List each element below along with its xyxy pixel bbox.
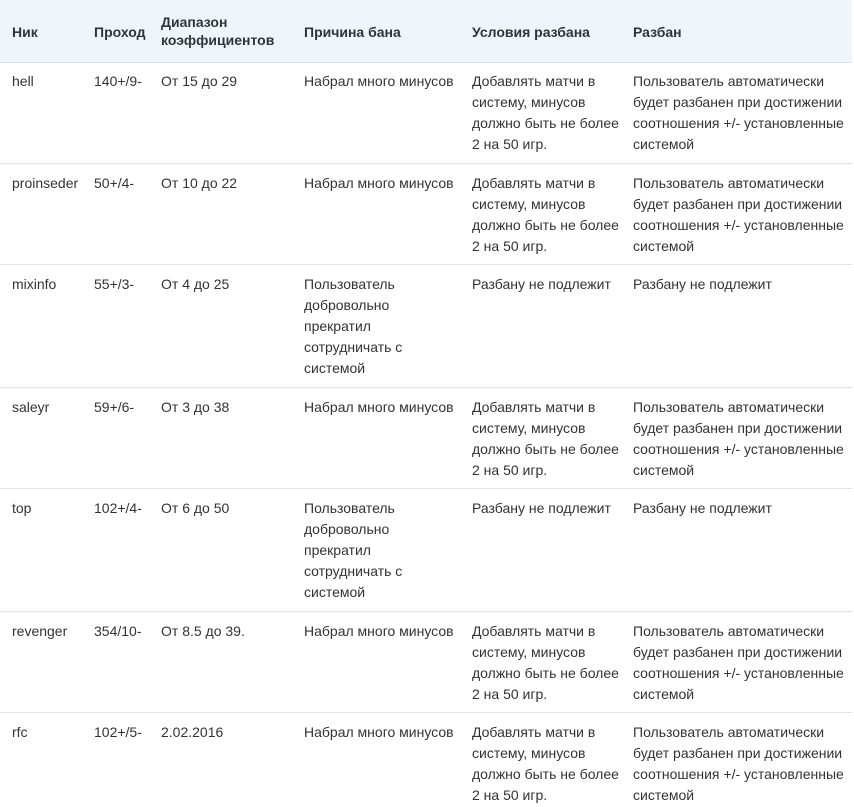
cell-unban: Пользователь автоматически будет разбанен при достижении соотношения +/- установленные системой	[633, 175, 844, 254]
cell-unban: Пользователь автоматически будет разбанен при достижении соотношения +/- установленные системой	[633, 73, 844, 152]
cell-pass: 55+/3-	[94, 276, 135, 292]
table-row	[0, 612, 852, 713]
header-unban: Разбан	[633, 24, 682, 40]
cell-conditions: Добавлять матчи в систему, минусов должно быть не более 2 на 50 игр.	[472, 175, 619, 254]
cell-pass: 59+/6-	[94, 399, 135, 415]
cell-nick: mixinfo	[12, 276, 57, 292]
cell-pass: 102+/5-	[94, 724, 142, 740]
cell-nick: top	[12, 500, 32, 516]
cell-unban: Пользователь автоматически будет разбанен при достижении соотношения +/- установленные системой	[633, 399, 844, 478]
cell-pass: 102+/4-	[94, 500, 142, 516]
cell-unban: Пользователь автоматически будет разбанен при достижении соотношения +/- установленные системой	[633, 724, 844, 803]
cell-pass: 354/10-	[94, 623, 142, 639]
cell-pass: 140+/9-	[94, 73, 142, 89]
cell-range: От 4 до 25	[161, 276, 230, 292]
cell-conditions: Добавлять матчи в систему, минусов должно быть не более 2 на 50 игр.	[472, 724, 619, 803]
header-reason: Причина бана	[304, 24, 401, 40]
cell-reason: Набрал много минусов	[304, 724, 454, 740]
cell-nick: saleyr	[12, 399, 50, 415]
cell-conditions: Добавлять матчи в систему, минусов должно быть не более 2 на 50 игр.	[472, 623, 619, 702]
table-header	[0, 0, 852, 63]
cell-conditions: Разбану не подлежит	[472, 276, 611, 292]
cell-unban: Пользователь автоматически будет разбанен при достижении соотношения +/- установленные системой	[633, 623, 844, 702]
cell-conditions: Разбану не подлежит	[472, 500, 611, 516]
cell-reason: Набрал много минусов	[304, 175, 454, 191]
cell-nick: rfc	[12, 724, 28, 740]
cell-conditions: Добавлять матчи в систему, минусов должно быть не более 2 на 50 игр.	[472, 399, 619, 478]
table-row	[0, 489, 852, 612]
cell-nick: hell	[12, 73, 34, 89]
table-row	[0, 164, 852, 265]
cell-range: От 10 до 22	[161, 175, 238, 191]
cell-unban: Разбану не подлежит	[633, 500, 772, 516]
cell-range: От 3 до 38	[161, 399, 230, 415]
cell-reason: Набрал много минусов	[304, 623, 454, 639]
cell-nick: revenger	[12, 623, 68, 639]
header-conditions: Условия разбана	[472, 24, 590, 40]
cell-reason: Набрал много минусов	[304, 73, 454, 89]
header-nick: Ник	[12, 24, 38, 40]
cell-conditions: Добавлять матчи в систему, минусов должно быть не более 2 на 50 игр.	[472, 73, 619, 152]
cell-range: От 6 до 50	[161, 500, 230, 516]
cell-pass: 50+/4-	[94, 175, 135, 191]
cell-range: От 15 до 29	[161, 73, 238, 89]
table-row	[0, 265, 852, 388]
cell-range: 2.02.2016	[161, 724, 224, 740]
header-range: Диапазон коэффициентов	[161, 14, 275, 48]
table-row	[0, 63, 852, 164]
cell-unban: Разбану не подлежит	[633, 276, 772, 292]
cell-reason: Пользователь добровольно прекратил сотрудничать с системой	[304, 276, 403, 376]
cell-range: От 8.5 до 39.	[161, 623, 245, 639]
table-row	[0, 388, 852, 489]
header-pass: Проход	[94, 24, 146, 40]
cell-reason: Набрал много минусов	[304, 399, 454, 415]
cell-reason: Пользователь добровольно прекратил сотрудничать с системой	[304, 500, 403, 600]
cell-nick: proinseder	[12, 175, 79, 191]
table-row	[0, 713, 852, 807]
